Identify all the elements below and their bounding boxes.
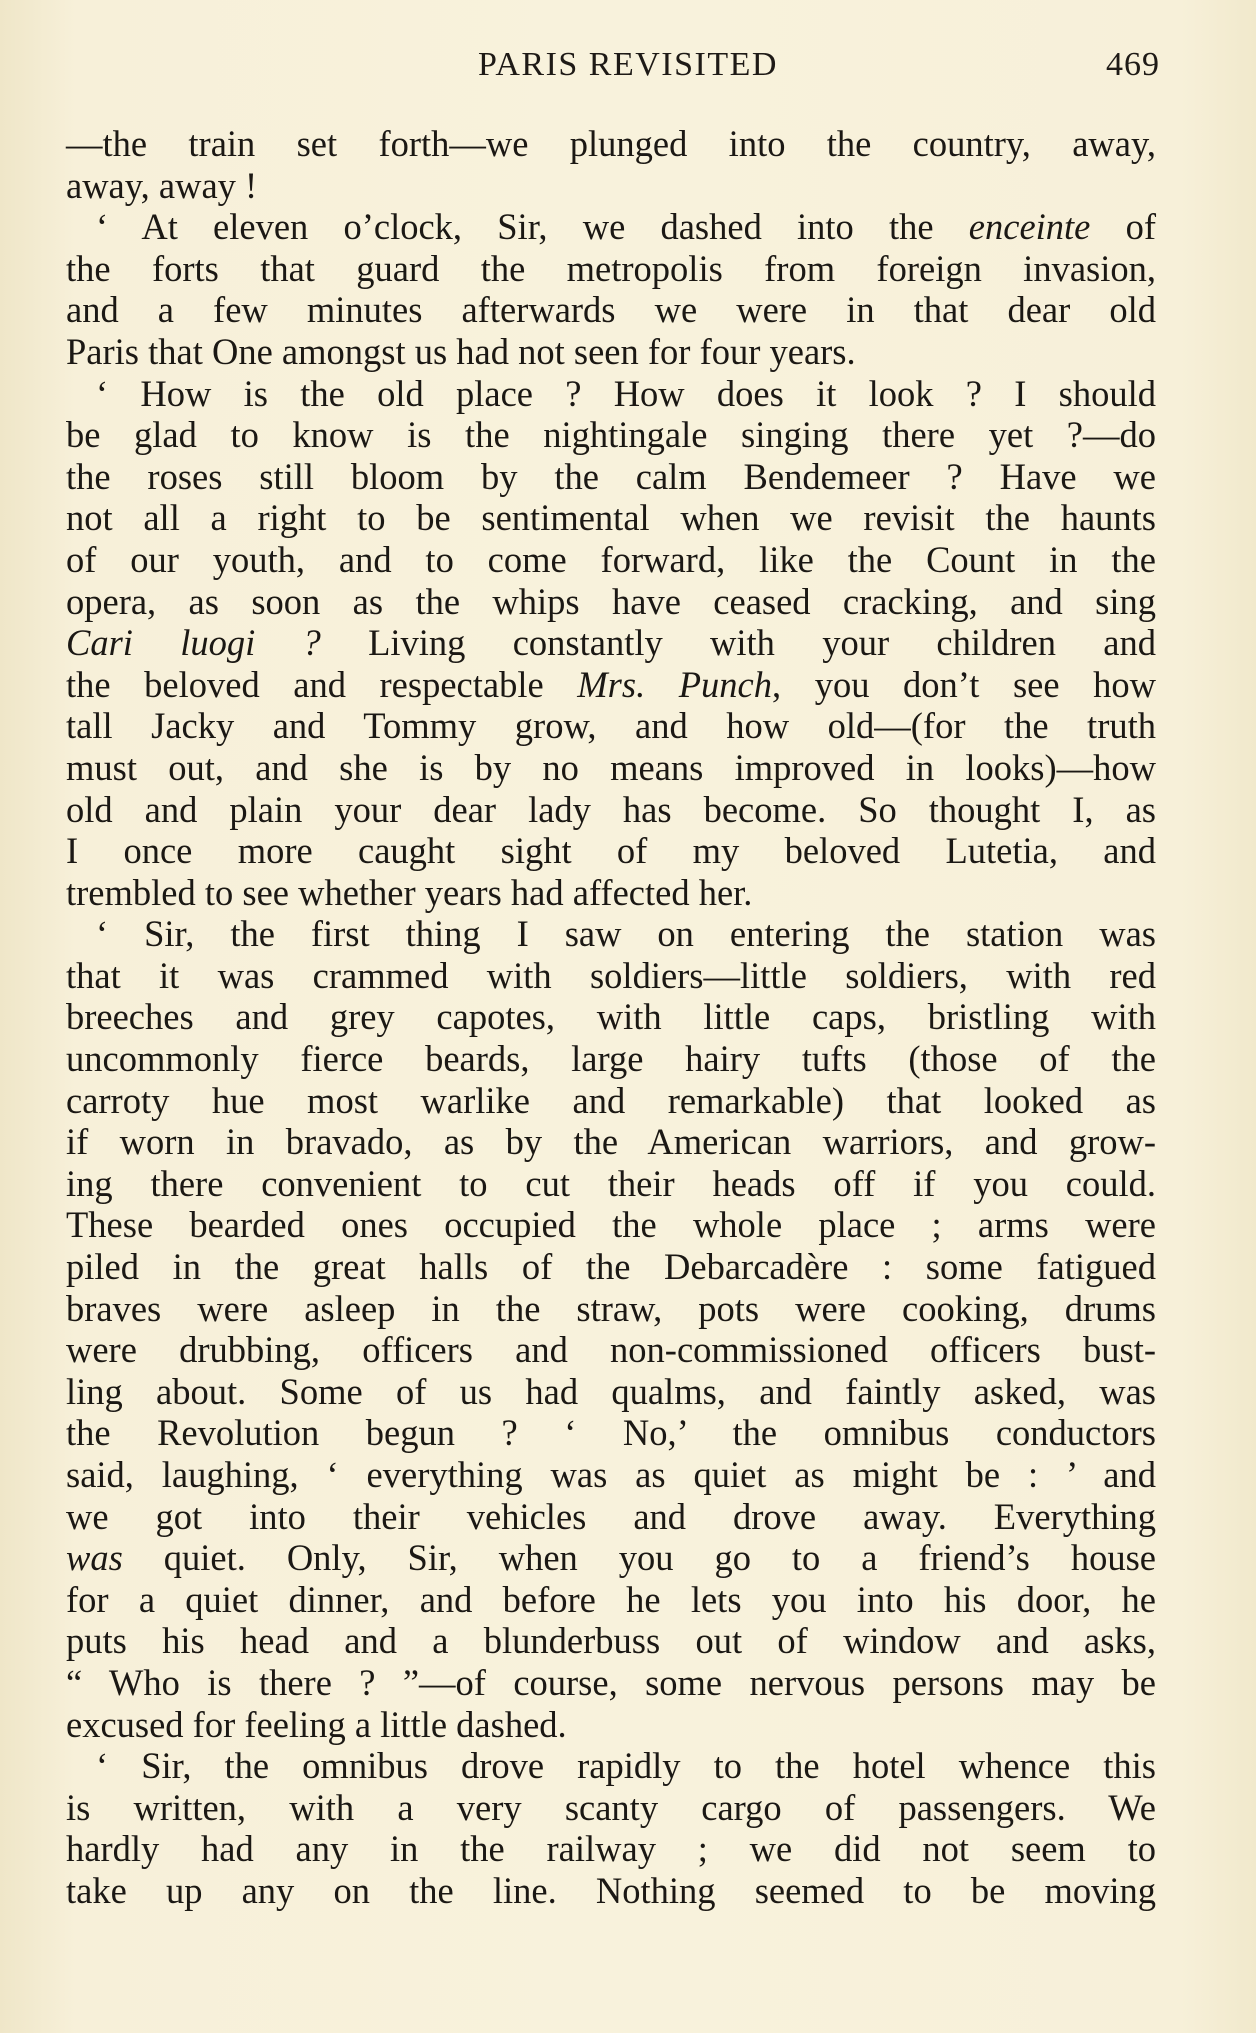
text-line: is written, with a very scanty cargo of passengers. We — [66, 1786, 1156, 1828]
text-line: not all a right to be sentimental when we revisit the haunts — [66, 497, 1156, 539]
text-line: I once more caught sight of my beloved Lutetia, and — [66, 830, 1156, 872]
text-line: were drubbing, officers and non-commissioned officers bust- — [66, 1329, 1156, 1371]
text-line: uncommonly fierce beards, large hairy tufts (those of the — [66, 1038, 1156, 1080]
text-line: opera, as soon as the whips have ceased cracking, and sing — [66, 580, 1156, 622]
text-line: away, away ! — [66, 164, 258, 206]
text-line: the Revolution begun ? ‘ No,’ the omnibus conductors — [66, 1412, 1156, 1454]
text-line: that it was crammed with soldiers—little soldiers, with red — [66, 954, 1156, 996]
text-line: puts his head and a blunderbuss out of window and asks, — [66, 1620, 1156, 1662]
text-line: ‘ How is the old place ? How does it look ? I should — [96, 372, 1156, 414]
text-line: hardly had any in the railway ; we did not seem to — [66, 1828, 1156, 1870]
text-line: if worn in bravado, as by the American warriors, and grow- — [66, 1121, 1156, 1163]
page-number: 469 — [1106, 46, 1160, 83]
text-line: said, laughing, ‘ everything was as quiet as might be : ’ and — [66, 1454, 1156, 1495]
text-line: ‘ At eleven o’clock, Sir, we dashed into the enceinte of — [96, 206, 1156, 248]
text-line: and a few minutes afterwards we were in that dear old — [66, 289, 1156, 331]
text-line: ‘ Sir, the first thing I saw on entering the station was — [96, 913, 1156, 955]
text-line: be glad to know is the nightingale singing there yet ?—do — [66, 414, 1156, 456]
text-line: —the train set forth—we plunged into the country, away, — [66, 123, 1156, 164]
text-line: breeches and grey capotes, with little caps, bristling with — [66, 996, 1156, 1038]
text-line: the forts that guard the metropolis from foreign invasion, — [66, 247, 1156, 289]
text-line: old and plain your dear lady has become. So thought I, as — [66, 788, 1156, 830]
text-line: ling about. Some of us had qualms, and faintly asked, was — [66, 1370, 1156, 1412]
text-line: braves were asleep in the straw, pots were cooking, drums — [66, 1287, 1156, 1329]
text-line: ‘ Sir, the omnibus drove rapidly to the hotel whence this — [96, 1745, 1156, 1787]
page-header — [0, 42, 1256, 92]
text-line: These bearded ones occupied the whole place ; arms were — [66, 1204, 1156, 1246]
text-line: Cari luogi ? Living constantly with your children and — [66, 622, 1156, 664]
text-line: for a quiet dinner, and before he lets you into his door, he — [66, 1578, 1156, 1620]
text-line: trembled to see whether years had affected her. — [66, 871, 753, 913]
text-line: piled in the great halls of the Debarcadère : some fatigued — [66, 1246, 1156, 1288]
text-line: carroty hue most warlike and remarkable) that looked as — [66, 1079, 1156, 1121]
text-line: must out, and she is by no means improved in looks)—how — [66, 746, 1156, 788]
text-line: the roses still bloom by the calm Bendemeer ? Have we — [66, 455, 1156, 497]
body-text — [66, 123, 1156, 1912]
text-line: the beloved and respectable Mrs. Punch, you don’t see how — [66, 663, 1157, 705]
running-title: PARIS REVISITED — [478, 46, 778, 83]
text-line: “ Who is there ? ”—of course, some nervous persons may be — [66, 1661, 1156, 1703]
text-line: was quiet. Only, Sir, when you go to a friend’s house — [66, 1537, 1156, 1579]
text-line: of our youth, and to come forward, like the Count in the — [66, 538, 1156, 580]
text-line: take up any on the line. Nothing seemed to be moving — [66, 1869, 1156, 1911]
text-line: tall Jacky and Tommy grow, and how old—(for the truth — [66, 705, 1156, 747]
text-line: Paris that One amongst us had not seen for four years. — [66, 330, 856, 372]
text-line: excused for feeling a little dashed. — [66, 1703, 567, 1745]
text-line: ing there convenient to cut their heads off if you could. — [66, 1162, 1156, 1204]
text-line: we got into their vehicles and drove away. Everything — [66, 1495, 1156, 1537]
